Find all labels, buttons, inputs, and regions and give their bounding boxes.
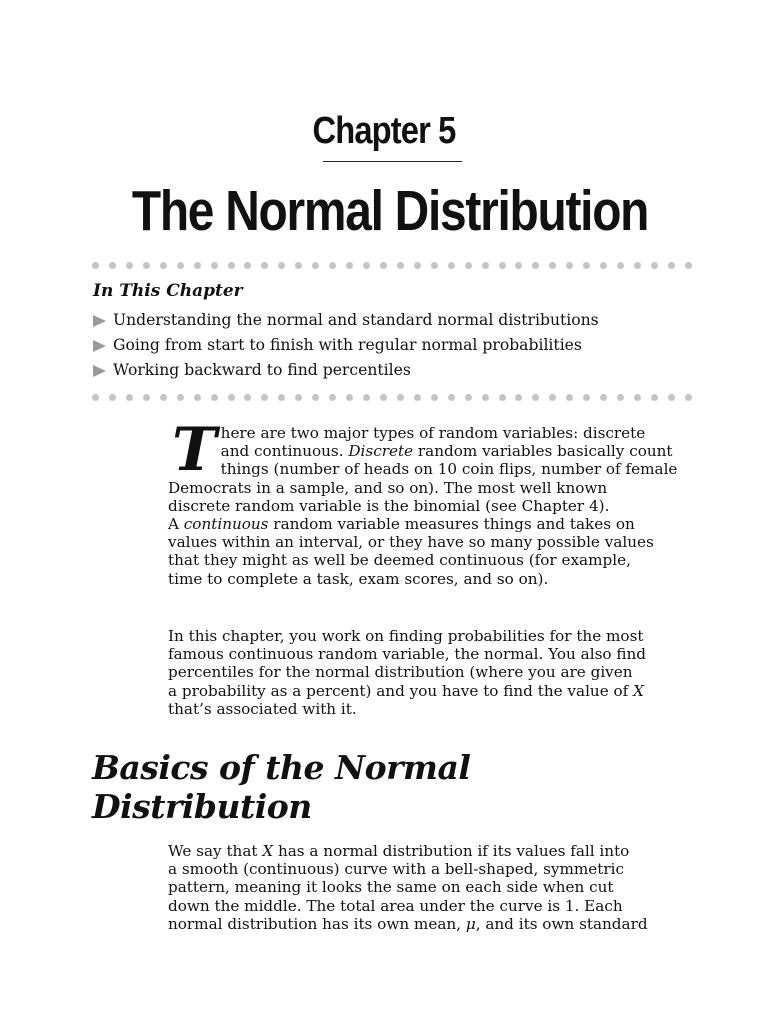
divider-dot <box>566 262 573 269</box>
divider-dot <box>515 262 522 269</box>
divider-dot <box>668 262 675 269</box>
list-item <box>92 358 599 383</box>
divider-dot <box>600 262 607 269</box>
divider-dot <box>448 262 455 269</box>
divider-dot <box>499 394 506 401</box>
divider-dot <box>194 394 201 401</box>
divider-dot <box>600 394 607 401</box>
divider-dot <box>177 262 184 269</box>
divider-dot <box>92 394 99 401</box>
divider-dot <box>329 262 336 269</box>
dotted-divider-top <box>92 262 692 270</box>
divider-dot <box>397 262 404 269</box>
divider-dot <box>244 262 251 269</box>
divider-dot <box>651 262 658 269</box>
intro-line: Democrats in a sample, and so on). The most well known <box>168 478 608 497</box>
bullet-arrow-icon <box>93 340 106 352</box>
divider-dot <box>295 394 302 401</box>
divider-dot <box>261 394 268 401</box>
divider-dot <box>346 394 353 401</box>
divider-dot <box>194 262 201 269</box>
divider-dot <box>211 394 218 401</box>
divider-dot <box>160 394 167 401</box>
chapter-title: The Normal Distribution <box>131 179 649 243</box>
divider-dot <box>177 394 184 401</box>
intro-line: A continuous random variable measures things and takes on <box>168 515 635 534</box>
divider-dot <box>448 394 455 401</box>
divider-dot <box>634 262 641 269</box>
divider-dot <box>278 262 285 269</box>
divider-dot <box>211 262 218 269</box>
divider-dot <box>244 394 251 401</box>
divider-dot <box>228 394 235 401</box>
divider-dot <box>160 262 167 269</box>
intro-line: time to complete a task, exam scores, and so on). <box>168 569 549 588</box>
divider-dot <box>295 262 302 269</box>
divider-dot <box>109 394 116 401</box>
divider-dot <box>482 394 489 401</box>
divider-dot <box>617 394 624 401</box>
chapter-underline <box>323 161 462 162</box>
section-heading: Basics of the Normal Distribution <box>92 748 471 826</box>
intro-line: things (number of heads on 10 coin flips, number of female <box>220 460 678 479</box>
list-item-text: Understanding the normal and standard normal distributions <box>113 311 599 329</box>
divider-dot <box>312 262 319 269</box>
intro-line: values within an interval, or they have so many possible values <box>168 533 654 552</box>
divider-dot <box>566 394 573 401</box>
divider-dot <box>549 394 556 401</box>
list-item <box>92 308 599 333</box>
divider-dot <box>329 394 336 401</box>
divider-dot <box>482 262 489 269</box>
chapter-number: Chapter 5 <box>312 110 456 152</box>
divider-dot <box>617 262 624 269</box>
intro-line: here are two major types of random variables: discrete <box>220 424 646 442</box>
list-item-text: Working backward to find percentiles <box>113 361 411 379</box>
divider-dot <box>685 394 692 401</box>
divider-dot <box>380 394 387 401</box>
divider-dot <box>465 394 472 401</box>
divider-dot <box>583 394 590 401</box>
divider-dot <box>126 394 133 401</box>
divider-dot <box>465 262 472 269</box>
in-this-chapter-heading: In This Chapter <box>93 281 243 301</box>
divider-dot <box>363 262 370 269</box>
divider-dot <box>363 394 370 401</box>
intro-paragraph <box>168 415 708 588</box>
divider-dot <box>228 262 235 269</box>
bullet-arrow-icon <box>93 315 106 327</box>
in-this-chapter-list <box>92 308 599 383</box>
divider-dot <box>414 394 421 401</box>
divider-dot <box>685 262 692 269</box>
divider-dot <box>651 394 658 401</box>
chapter-overview-paragraph: In this chapter, you work on finding probabilities for the most famous continuous random variable, the normal. You also find percentiles for the normal distribution (where you are given a probability as a percent) and you have to find the value of X that’s associated with it. <box>168 627 646 718</box>
divider-dot <box>431 394 438 401</box>
list-item <box>92 333 599 358</box>
divider-dot <box>92 262 99 269</box>
divider-dot <box>668 394 675 401</box>
divider-dot <box>126 262 133 269</box>
divider-dot <box>261 262 268 269</box>
dotted-divider-bottom <box>92 394 692 402</box>
divider-dot <box>634 394 641 401</box>
divider-dot <box>499 262 506 269</box>
intro-line: discrete random variable is the binomial (see Chapter 4). <box>168 496 610 515</box>
divider-dot <box>397 394 404 401</box>
drop-cap: T <box>172 415 217 485</box>
divider-dot <box>532 262 539 269</box>
divider-dot <box>346 262 353 269</box>
divider-dot <box>278 394 285 401</box>
divider-dot <box>515 394 522 401</box>
divider-dot <box>143 394 150 401</box>
divider-dot <box>532 394 539 401</box>
bullet-arrow-icon <box>93 365 106 377</box>
divider-dot <box>431 262 438 269</box>
divider-dot <box>109 262 116 269</box>
list-item-text: Going from start to finish with regular normal probabilities <box>113 336 582 354</box>
normal-basics-paragraph: We say that X has a normal distribution if its values fall into a smooth (continuous) curve with a bell-shaped, symmetric pattern, meaning it looks the same on each side when cut down the middle. The total area under the curve is 1. Each normal distribution has its own mean, μ, and its own standard <box>168 842 648 933</box>
divider-dot <box>312 394 319 401</box>
intro-line: that they might as well be deemed continuous (for example, <box>168 551 631 570</box>
intro-line: and continuous. Discrete random variables basically count <box>220 442 673 461</box>
divider-dot <box>143 262 150 269</box>
divider-dot <box>583 262 590 269</box>
divider-dot <box>414 262 421 269</box>
divider-dot <box>549 262 556 269</box>
divider-dot <box>380 262 387 269</box>
